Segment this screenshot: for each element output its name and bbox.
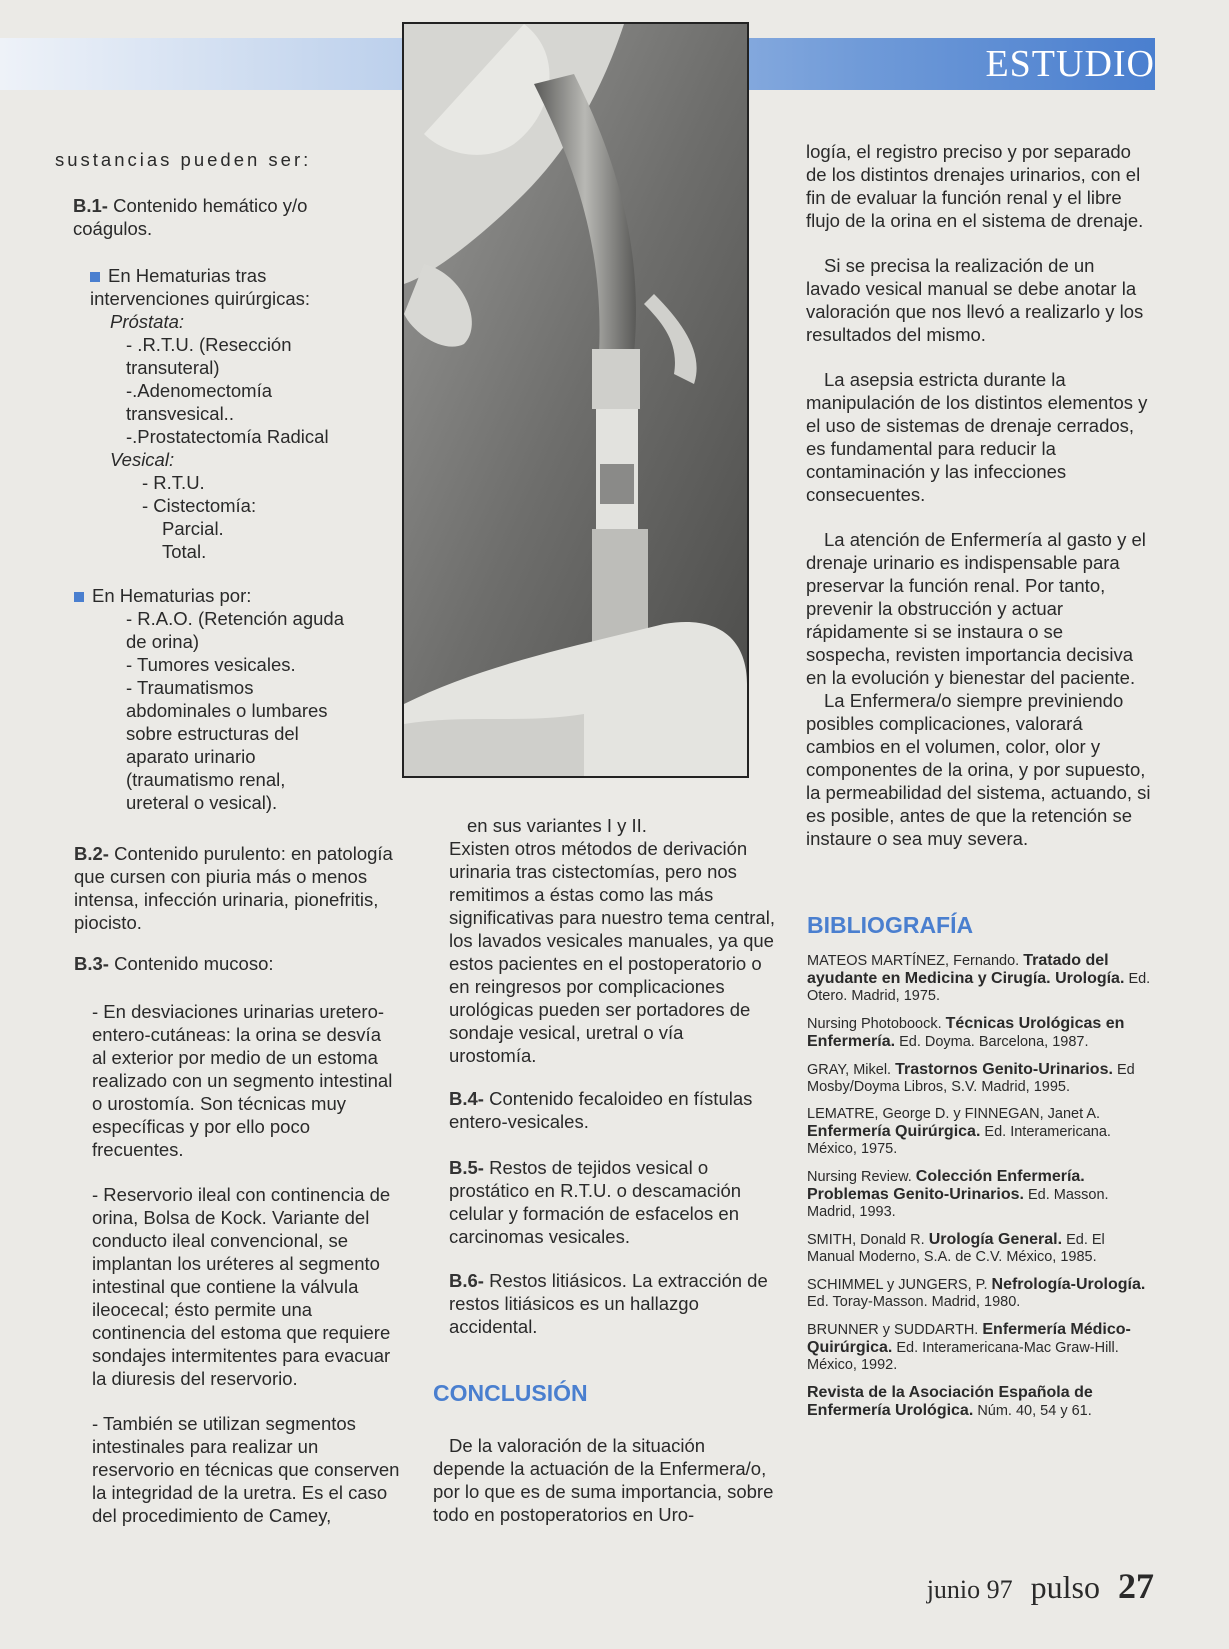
hematurias-surgical bbox=[90, 264, 345, 563]
item-b4 bbox=[449, 1087, 775, 1133]
b2-text: Contenido purulento: en patología que cursen con piuria más o menos intensa, infección urinaria, pionefritis, piocisto. bbox=[74, 843, 393, 933]
bib-author: SMITH, Donald R. bbox=[807, 1232, 925, 1248]
vesical-item-1: - R.T.U. bbox=[142, 472, 205, 493]
conclusion-text bbox=[433, 1434, 775, 1526]
bullet-square-icon bbox=[90, 272, 100, 282]
bib-title: Tratado del ayudante en Medicina y Cirugía. Urología. bbox=[807, 952, 1125, 987]
b1-label: B.1- bbox=[73, 195, 108, 216]
footer bbox=[927, 1565, 1154, 1615]
bib-entry bbox=[807, 952, 1153, 1005]
item-b1 bbox=[73, 194, 345, 240]
bib-author: MATEOS MARTÍNEZ, Fernando. bbox=[807, 953, 1020, 969]
bullet-square-icon bbox=[74, 592, 84, 602]
hemat2-title: En Hematurias por: bbox=[92, 585, 252, 606]
conclusion-paragraph: De la valoración de la situación depende la actuación de la Enfermera/o, por lo que es de suma importancia, sobre todo en postoperatorios en Uro- bbox=[433, 1435, 774, 1525]
bib-author: GRAY, Mikel. bbox=[807, 1062, 892, 1078]
bib-edition: Ed. Doyma. Barcelona, 1987. bbox=[899, 1034, 1089, 1050]
section-title: ESTUDIO bbox=[985, 43, 1155, 85]
continuation-text-1: en sus variantes I y II. bbox=[467, 815, 647, 836]
bib-edition: Ed. Interamericana-Mac Graw-Hill. México, 1992. bbox=[807, 1340, 1119, 1373]
bib-author: Nursing Photoboock. bbox=[807, 1016, 942, 1032]
bib-author: SCHIMMEL y JUNGERS, P. bbox=[807, 1277, 988, 1293]
bib-edition: Ed. El Manual Moderno, S.A. de C.V. México, 1985. bbox=[807, 1232, 1105, 1265]
b2-label: B.2- bbox=[74, 843, 109, 864]
cause-item-2: - Tumores vesicales. bbox=[126, 654, 296, 675]
mucous-item-1: - En desviaciones urinarias uretero-entero-cutáneas: la orina se desvía al exterior por medio de un estoma realizado con un segmento intestinal o urostomía. Son técnicas muy específicas y por ello poco frecuentes. bbox=[92, 1001, 393, 1160]
bib-entry bbox=[807, 1106, 1153, 1158]
item-b2 bbox=[74, 842, 400, 934]
column-left bbox=[55, 148, 345, 171]
prostata-label: Próstata: bbox=[110, 311, 185, 332]
footer-magazine: pulso bbox=[1030, 1569, 1100, 1605]
mucous-list bbox=[92, 1000, 400, 1527]
prostata-item-3: -.Prostatectomía Radical bbox=[126, 426, 329, 447]
bib-author: BRUNNER y SUDDARTH. bbox=[807, 1322, 979, 1338]
catheter-photo bbox=[402, 22, 749, 778]
right-paragraph-2: Si se precisa la realización de un lavado vesical manual se debe anotar la valoración que nos llevó a realizarlo y los resultados del mismo. bbox=[806, 255, 1144, 345]
mucous-item-3: - También se utilizan segmentos intestinales para realizar un reservorio en técnicas que conserven la integridad de la uretra. Es el caso del procedimiento de Camey, bbox=[92, 1413, 400, 1526]
item-b3 bbox=[74, 952, 400, 975]
vesical-item-3: Parcial. bbox=[162, 518, 224, 539]
right-paragraph-5: La Enfermera/o siempre previniendo posibles complicaciones, valorará cambios en el volumen, color, olor y componentes de la orina, y por supuesto, la permeabilidad del sistema, actuando, si es posible, antes de que la retención se instaure o sea muy severa. bbox=[806, 690, 1151, 849]
mucous-item-2: - Reservorio ileal con continencia de orina, Bolsa de Kock. Variante del conducto ileal convencional, se implantan los uréteres al segmento intestinal que contiene la válvula ileocecal; ésto permite una continencia del estoma que requiere sondajes intermitentes para evacuar la diuresis del reservorio. bbox=[92, 1184, 391, 1389]
bib-author: Nursing Review. bbox=[807, 1169, 912, 1185]
column-right bbox=[806, 140, 1152, 850]
bib-entry bbox=[807, 1015, 1153, 1051]
bib-entry bbox=[807, 1231, 1153, 1266]
item-b6 bbox=[449, 1269, 775, 1338]
hemat1-title: En Hematurias tras intervenciones quirúrgicas: bbox=[90, 265, 311, 309]
bib-title: Colección Enfermería. Problemas Genito-Urinarios. bbox=[807, 1168, 1085, 1203]
vesical-item-2: - Cistectomía: bbox=[142, 495, 257, 516]
conclusion-heading: CONCLUSIÓN bbox=[433, 1380, 588, 1406]
bib-title: Trastornos Genito-Urinarios. bbox=[895, 1061, 1113, 1078]
bib-title: Revista de la Asociación Española de Enfermería Urológica. bbox=[807, 1384, 1093, 1419]
b5-label: B.5- bbox=[449, 1157, 484, 1178]
bib-edition: Núm. 40, 54 y 61. bbox=[977, 1403, 1092, 1419]
cause-item-3: - Traumatismos abdominales o lumbares sobre estructuras del aparato urinario (traumatismo renal, ureteral o vesical). bbox=[126, 677, 328, 813]
b5-text: Restos de tejidos vesical o prostático en R.T.U. o descamación celular y formación de esfacelos en carcinomas vesicales. bbox=[449, 1157, 742, 1247]
bib-edition: Ed. Otero. Madrid, 1975. bbox=[807, 971, 1151, 1004]
catheter-photo-illustration bbox=[404, 24, 747, 776]
vesical-label: Vesical: bbox=[110, 449, 175, 470]
b6-label: B.6- bbox=[449, 1270, 484, 1291]
right-paragraph-3: La asepsia estricta durante la manipulación de los distintos elementos y el uso de sistemas de drenaje cerrados, es fundamental para reducir la contaminación y las infecciones consecuentes. bbox=[806, 369, 1148, 505]
bib-title: Nefrología-Urología. bbox=[991, 1276, 1146, 1293]
bib-entry bbox=[807, 1276, 1153, 1311]
b4-text: Contenido fecaloideo en fístulas entero-vesicales. bbox=[449, 1088, 753, 1132]
b4-label: B.4- bbox=[449, 1088, 484, 1109]
page-number: 27 bbox=[1118, 1566, 1154, 1606]
b1-text: Contenido hemático y/o coágulos. bbox=[73, 195, 308, 239]
b3-label: B.3- bbox=[74, 953, 109, 974]
bib-title: Enfermería Quirúrgica. bbox=[807, 1123, 981, 1140]
bib-edition: Ed. Toray-Masson. Madrid, 1980. bbox=[807, 1294, 1021, 1310]
cause-item-1: - R.A.O. (Retención aguda de orina) bbox=[126, 608, 344, 652]
bib-title: Técnicas Urológicas en Enfermería. bbox=[807, 1015, 1125, 1050]
bib-title: Urología General. bbox=[928, 1231, 1063, 1248]
column-middle bbox=[449, 814, 775, 1067]
b6-text: Restos litiásicos. La extracción de restos litiásicos es un hallazgo accidental. bbox=[449, 1270, 768, 1337]
prostata-item-2: -.Adenomectomía transvesical.. bbox=[126, 380, 273, 424]
continuation-text-2: Existen otros métodos de derivación urinaria tras cistectomías, pero nos remitimos a éstas como las más significativas para nuestro tema central, los lavados vesicales manuales, ya que estos pacientes en el postoperatorio o en reingresos por complicaciones urológicas pueden ser portadores de sondaje vesical, uretral o vía urostomía. bbox=[449, 838, 775, 1066]
bib-author: LEMATRE, George D. y FINNEGAN, Janet A. bbox=[807, 1106, 1101, 1122]
bib-edition: Ed. Masson. Madrid, 1993. bbox=[807, 1187, 1109, 1220]
bibliography-heading: BIBLIOGRAFÍA bbox=[807, 912, 974, 938]
hematurias-causes bbox=[74, 584, 345, 814]
bib-entry bbox=[807, 1321, 1153, 1374]
bib-entry bbox=[807, 1061, 1153, 1096]
right-paragraph-4: La atención de Enfermería al gasto y el drenaje urinario es indispensable para preservar la función renal. Por tanto, prevenir la obstrucción y actuar rápidamente si se instaura o se sospecha, revisten importancia decisiva en la evolución y bienestar del paciente. bbox=[806, 529, 1146, 688]
bib-title: Enfermería Médico-Quirúrgica. bbox=[807, 1321, 1131, 1356]
bib-entry bbox=[807, 1168, 1153, 1221]
item-b5 bbox=[449, 1156, 775, 1248]
bib-edition: Ed. Interamericana. México, 1975. bbox=[807, 1124, 1111, 1157]
bib-edition: Ed Mosby/Doyma Libros, S.V. Madrid, 1995. bbox=[807, 1062, 1135, 1095]
vesical-item-4: Total. bbox=[162, 541, 207, 562]
prostata-item-1: - .R.T.U. (Resección transuteral) bbox=[126, 334, 292, 378]
intro-text: sustancias pueden ser: bbox=[55, 149, 312, 170]
footer-date: junio 97 bbox=[926, 1575, 1013, 1604]
right-paragraph-1: logía, el registro preciso y por separado de los distintos drenajes urinarios, con el fin de evaluar la función renal y el libre flujo de la orina en el sistema de drenaje. bbox=[806, 141, 1144, 231]
b3-text: Contenido mucoso: bbox=[114, 953, 274, 974]
bib-entry bbox=[807, 1384, 1153, 1420]
bibliography-list bbox=[807, 952, 1153, 1430]
